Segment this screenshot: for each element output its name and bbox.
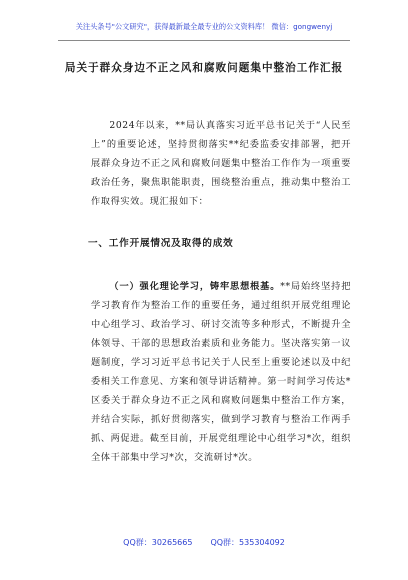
footer <box>0 537 408 548</box>
footer-qq-group-2: QQ群：535304092 <box>210 538 285 547</box>
section-heading: 一、工作开展情况及取得的成效 <box>88 238 234 249</box>
document-title: 局关于群众身边不正之风和腐败问题集中整治工作汇报 <box>64 62 344 74</box>
footer-qq-group-1: QQ群：30265665 <box>123 538 193 547</box>
subsection-body: **局始终坚持把学习教育作为整治工作的重要任务，通过组织开展党组理论中心组学习、政治学习、研讨交流等多种形式，不断提升全体领导、干部的思想政治素质和业务能力。坚决落实第一议题制度，学习习近平总书记关于人民至上重要论述以及中纪委相关工作意见、方案和领导讲话精神。第一时间学习传达*区委关于群众身边不正之风和腐败问题集中整治工作方案，并结合实际，抓好贯彻落实，做到学习教育与整治工作两手抓、两促进。截至目前，开展党组理论中心组学习*次，组织全体干部集中学习*次，交流研讨*次。 <box>91 281 351 463</box>
subsection-lead: （一）强化理论学习，铸牢思想根基。 <box>109 281 281 292</box>
header-divider <box>58 40 350 41</box>
intro-paragraph: 2024年以来，**局认真落实习近平总书记关于“人民至上”的重要论述，坚持贯彻落实**纪委监委安排部署，把开展群众身边不正之风和腐败问题集中整治工作作为一项重要政治任务，聚焦职能职责，围绕整治重点，推动集中整治工作取得实效。现汇报如下： <box>91 120 351 207</box>
subsection-paragraph <box>91 277 351 467</box>
header-banner: 关注头条号"公文研究"，获得最新最全最专业的公文资料库！ 微信：gongwenyj <box>75 22 333 31</box>
